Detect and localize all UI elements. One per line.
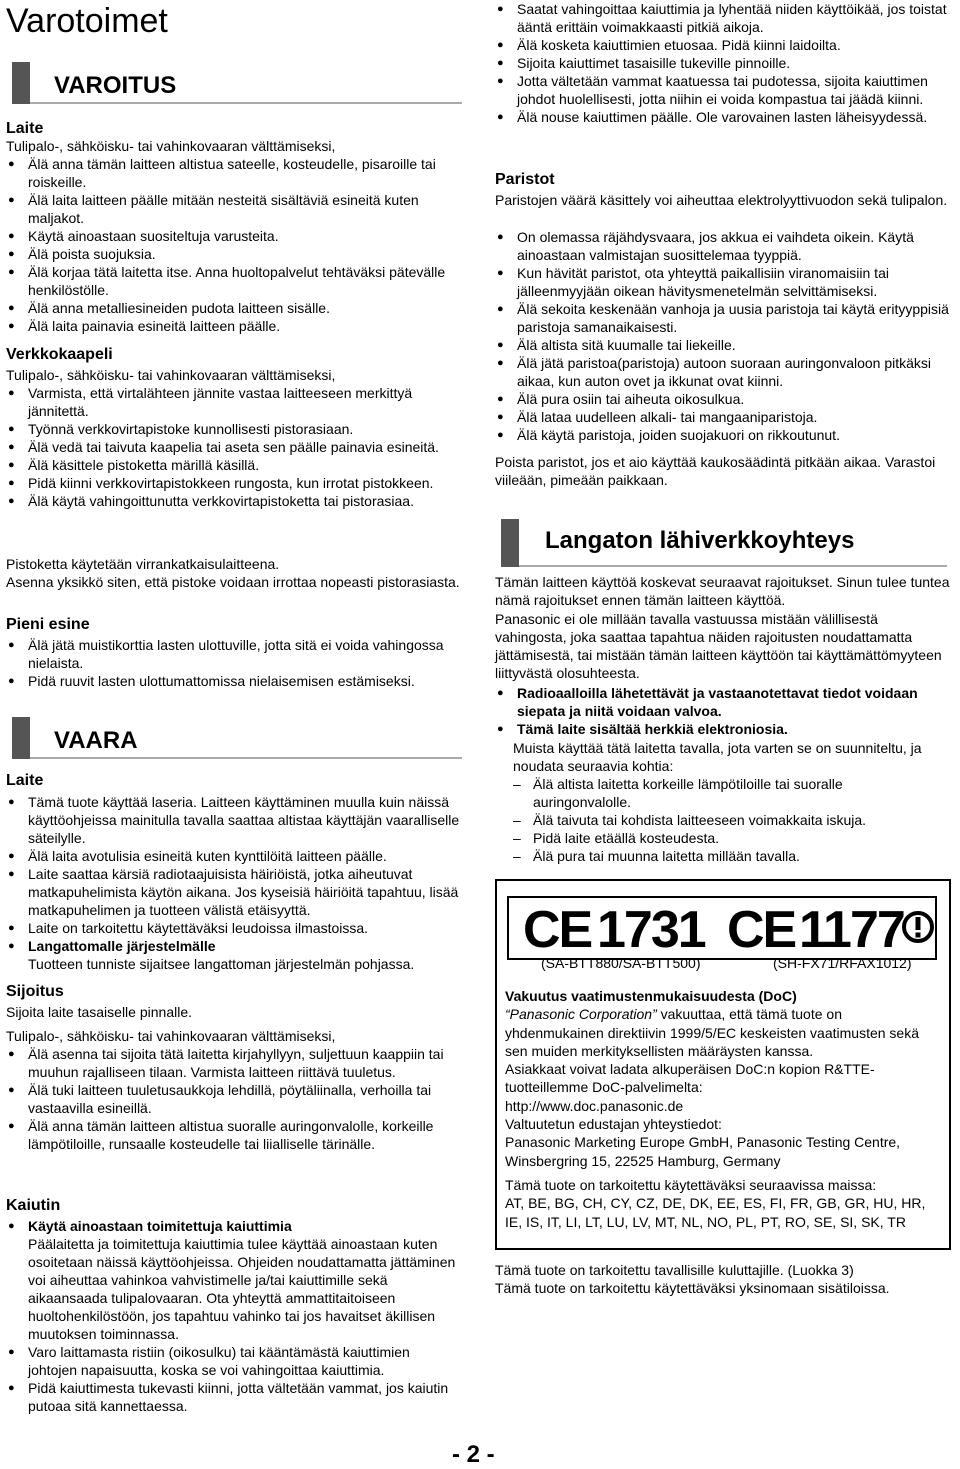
page-number: - 2 -	[452, 1441, 495, 1468]
caution-underline	[30, 757, 462, 759]
mains-note-2: Asenna yksikkö siten, että pistoke voidaan irrottaa nopeasti pistorasiasta.	[6, 574, 460, 590]
battery-intro: Paristojen väärä käsittely voi aiheuttaa elektrolyyttivuodon sekä tulipalon.	[495, 192, 948, 208]
small-object-heading: Pieni esine	[6, 616, 90, 633]
footer-line-1: Tämä tuote on tarkoitettu tavallisille kuluttajille. (Luokka 3)	[495, 1262, 854, 1278]
list-item-wireless	[6, 937, 461, 973]
alert-icon	[901, 910, 935, 944]
wlan-bar	[501, 519, 519, 567]
list-item: ● Tämä tuote käyttää laseria. Laitteen käyttäminen muulla kuin näissä käyttöohjeissa mainitulla tavalla saattaa altistaa käyttäjän vaaralliselle säteilylle.	[6, 793, 461, 847]
ce-caption-2: (SH-FX71/RFAX1012)	[773, 955, 912, 971]
warning-label: VAROITUS	[54, 72, 177, 99]
wlan-list	[495, 684, 950, 738]
doc-text-1: vakuuttaa, että tämä tuote on yhdenmukainen direktiivin 1999/5/EC keskeisten vaatimusten sekä sen muiden merkityksellisten määräysten kanssa.	[505, 1006, 920, 1059]
list-item: ● Kun hävität paristot, ota yhteyttä paikallisiin viranomaisiin tai jälleenmyyjään oikean hävitysmenetelmän selvittämiseksi.	[495, 264, 950, 300]
caution-bar	[12, 717, 30, 759]
wlan-heading: Langaton lähiverkkoyhteys	[545, 527, 855, 554]
caution-label: VAARA	[54, 727, 138, 754]
speaker-item-text: Päälaitetta ja toimitettuja kaiuttimia tulee käyttää ainoastaan kuten osoitetaan näissä käyttöohjeissa. Ohjeiden noudattamatta jättäminen voi aiheuttaa vahinkoa vahvistimelle ja/tai kaiuttimille sekä aikaansaada tulipalovaaran. Ota yhteyttä ammattitaitoiseen huoltohenkilöstöön, jos tapahtuu vahinko tai jos havaitset äkillisen muutoksen toiminnassa.	[28, 1236, 456, 1342]
device-list	[6, 155, 461, 335]
ce-caption-1: (SA-BTT880/SA-BTT500)	[541, 955, 701, 971]
list-item: ● Varo laittamasta ristiin (oikosulku) tai kääntämästä kaiuttimien johtojen napaisuutta, koska se voi vahingoittaa kaiuttimia.	[6, 1343, 461, 1379]
placement-line: Sijoita laite tasaiselle pinnalle.	[6, 1004, 192, 1020]
page-title: Varotoimet	[6, 2, 168, 40]
doc-company: “Panasonic Corporation”	[505, 1006, 657, 1023]
list-item: ● Radioaalloilla lähetettävät ja vastaanotettavat tiedot voidaan siepata ja niitä voidaan valvoa.	[495, 684, 950, 720]
list-item: ● Älä poista suojuksia.	[6, 245, 461, 263]
list-item: ● Älä altista sitä kuumalle tai liekeille.	[495, 336, 950, 354]
mains-note-1: Pistoketta käytetään virrankatkaisulaitteena.	[6, 556, 280, 572]
list-item: ● Pidä ruuvit lasten ulottumattomissa nielaisemisen estämiseksi.	[6, 672, 461, 690]
speaker-item-title: Käytä ainoastaan toimitettuja kaiuttimia	[28, 1218, 292, 1234]
list-item: ● Pidä kaiuttimesta tukevasti kiinni, jotta vältetään vammat, jos kaiutin putoaa sitä kannettaessa.	[6, 1379, 461, 1415]
placement-intro: Tulipalo-, sähköisku- tai vahinkovaaran välttämiseksi,	[6, 1028, 336, 1044]
wlan-heading-box	[501, 519, 947, 567]
wlan-para-2: Panasonic ei ole millään tavalla vastuussa mistään välillisestä vahingosta, joka saattaa tapahtua näiden rajoitusten noudattamatta jättämisestä, tai mistään tämän laitteen käyttöön tai käyttämättömyyteen liittyvästä olosuhteesta.	[495, 611, 942, 681]
speaker-heading: Kaiutin	[6, 1197, 61, 1214]
dash-item: – Älä taivuta tai kohdista laitteeseen voimakkaita iskuja.	[513, 811, 943, 829]
list-item: ● Laite saattaa kärsiä radiotaajuisista häiriöistä, jotka aiheutuvat matkapuhelimista käytön aikana. Jos kyseisiä häiriöitä tapahtuu, lisää matkapuhelimen ja tuotteen välistä etäisyyttä.	[6, 865, 461, 919]
caution-device-list	[6, 793, 461, 973]
ce-number-2: 1177	[799, 901, 904, 959]
mains-list	[6, 384, 461, 510]
list-item: ● Älä jätä muistikorttia lasten ulottuville, jotta sitä ei voida vahingossa nielaista.	[6, 636, 461, 672]
list-item: ● Älä anna tämän laitteen altistua suoralle auringonvalolle, korkeille lämpötiloille, runsaalle kosteudelle tai liialliselle tärinälle.	[6, 1117, 461, 1153]
list-item: ● On olemassa räjähdysvaara, jos akkua ei vaihdeta oikein. Käytä ainoastaan valmistajan suosittelemaa tyyppiä.	[495, 228, 950, 264]
list-item: ● Sijoita kaiuttimet tasaisille tukeville pinnoille.	[495, 54, 950, 72]
doc-text	[505, 1005, 941, 1060]
list-item: ● Älä lataa uudelleen alkali- tai mangaaniparistoja.	[495, 408, 950, 426]
list-item: ● Älä vedä tai taivuta kaapelia tai aseta sen päälle painavia esineitä.	[6, 438, 461, 456]
list-item: ● Älä anna metalliesineiden pudota laitteen sisälle.	[6, 299, 461, 317]
doc-block	[505, 987, 941, 1231]
list-item: ● Varmista, että virtalähteen jännite vastaa laitteeseen merkittyä jännitettä.	[6, 384, 461, 420]
wlan-dash-list	[513, 775, 943, 865]
list-item: ● Älä asenna tai sijoita tätä laitetta kirjahyllyyn, suljettuun kaappiin tai muuhun rajalliseen tilaan. Varmista laitteen riittävä tuuletus.	[6, 1045, 461, 1081]
footer-line-2: Tämä tuote on tarkoitettu käytettäväksi yksinomaan sisätiloissa.	[495, 1280, 890, 1296]
list-item: ● Älä anna tämän laitteen altistua sateelle, kosteudelle, pisaroille tai roiskeille.	[6, 155, 461, 191]
list-item: ● Älä käytä vahingoittunutta verkkovirtapistoketta tai pistorasiaa.	[6, 492, 461, 510]
ce-mark-1: CE	[523, 901, 592, 959]
list-item: ● Tämä laite sisältää herkkiä elektroniosia.	[495, 720, 950, 738]
battery-note: Poista paristot, jos et aio käyttää kaukosäädintä pitkään aikaa. Varastoi viileään, pimeään paikkaan.	[495, 454, 936, 488]
list-item: ● Älä pura osiin tai aiheuta oikosulkua.	[495, 390, 950, 408]
dash-item: – Älä altista laitetta korkeille lämpötiloille tai suoralle auringonvalolle.	[513, 775, 943, 811]
warning-underline	[30, 102, 462, 104]
dash-item: – Älä pura tai muunna laitetta millään tavalla.	[513, 847, 943, 865]
warning-bar	[12, 62, 30, 104]
battery-heading: Paristot	[495, 171, 555, 188]
ce-mark-2: CE	[727, 901, 796, 959]
battery-list	[495, 228, 950, 444]
countries-list: AT, BE, BG, CH, CY, CZ, DE, DK, EE, ES, FI, FR, GB, GR, HU, HR, IE, IS, IT, LI, LT, LU, LV, MT, NL, NO, PL, PT, RO, SE, SI, SK, TR	[505, 1195, 926, 1230]
list-item: ● Älä korjaa tätä laitetta itse. Anna huoltopalvelut tehtäväksi pätevälle henkilöstölle.	[6, 263, 461, 299]
list-item: ● Käytä ainoastaan suositeltuja varusteita.	[6, 227, 461, 245]
countries-intro: Tämä tuote on tarkoitettu käytettäväksi seuraavissa maissa:	[505, 1176, 877, 1193]
wireless-title: Langattomalle järjestelmälle	[28, 938, 216, 954]
list-item: ● Laite on tarkoitettu käytettäväksi leudoissa ilmastoissa.	[6, 919, 461, 937]
list-item: ● Älä nouse kaiuttimen päälle. Ole varovainen lasten läheisyydessä.	[495, 108, 950, 126]
ce-marks-frame	[507, 896, 937, 960]
device-intro: Tulipalo-, sähköisku- tai vahinkovaaran välttämiseksi,	[6, 138, 336, 154]
mains-intro: Tulipalo-, sähköisku- tai vahinkovaaran välttämiseksi,	[6, 367, 336, 383]
list-item: ● Älä käytä paristoja, joiden suojakuori on rikkoutunut.	[495, 426, 950, 444]
dash-item: – Pidä laite etäällä kosteudesta.	[513, 829, 943, 847]
list-item: ● Työnnä verkkovirtapistoke kunnollisesti pistorasiaan.	[6, 420, 461, 438]
small-object-list	[6, 636, 461, 690]
list-item: ● Älä sekoita keskenään vanhoja ja uusia paristoja tai käytä erityyppisiä paristoja samanaikaisesti.	[495, 300, 950, 336]
ce-compliance-box	[495, 879, 951, 1250]
wireless-text: Tuotteen tunniste sijaitsee langattoman järjestelmän pohjassa.	[28, 956, 415, 972]
list-item: ● Älä käsittele pistoketta märillä käsillä.	[6, 456, 461, 474]
doc-url[interactable]: http://www.doc.panasonic.de	[505, 1097, 684, 1114]
doc-text-2: Asiakkaat voivat ladata alkuperäisen DoC:n kopion R&TTE-tuotteillemme DoC-palvelimelta:	[505, 1061, 875, 1096]
speaker-list	[6, 1217, 461, 1415]
doc-title: Vakuutus vaatimustenmukaisuudesta (DoC)	[505, 988, 797, 1004]
list-item: ● Pidä kiinni verkkovirtapistokkeen rungosta, kun irrotat pistokkeen.	[6, 474, 461, 492]
placement-heading: Sijoitus	[6, 983, 64, 1000]
placement-list	[6, 1045, 461, 1153]
rep-text: Panasonic Marketing Europe GmbH, Panasonic Testing Centre, Winsbergring 15, 22525 Hamburg, Germany	[505, 1134, 901, 1169]
warning-box	[6, 62, 462, 104]
rep-title: Valtuutetun edustajan yhteystiedot:	[505, 1116, 722, 1133]
wlan-para-1: Tämän laitteen käyttöä koskevat seuraavat rajoitukset. Sinun tulee tuntea nämä rajoitukset ennen tämän laitteen käyttöä.	[495, 574, 950, 608]
ce-number-1: 1731	[597, 901, 705, 959]
list-item: ● Älä laita painavia esineitä laitteen päälle.	[6, 317, 461, 335]
caution-box	[6, 717, 462, 759]
wlan-bold2-text: Muista käyttää tätä laitetta tavalla, jota varten se on suunniteltu, ja noudata seuraavia kohtia:	[513, 740, 922, 774]
list-item: ● Älä kosketa kaiuttimien etuosaa. Pidä kiinni laidoilta.	[495, 36, 950, 54]
list-item: ● Älä jätä paristoa(paristoja) autoon suoraan auringonvaloon pitkäksi aikaa, kun auton ovet ja ikkunat ovat kiinni.	[495, 354, 950, 390]
wlan-underline	[519, 565, 947, 567]
list-item: ● Älä tuki laitteen tuuletusaukkoja lehdillä, pöytäliinalla, verhoilla tai vastaavilla esineillä.	[6, 1081, 461, 1117]
list-item: ● Älä laita laitteen päälle mitään nesteitä sisältäviä esineitä kuten maljakot.	[6, 191, 461, 227]
list-item: ● Älä laita avotulisia esineitä kuten kynttilöitä laitteen päälle.	[6, 847, 461, 865]
mains-heading: Verkkokaapeli	[6, 346, 113, 363]
device-heading: Laite	[6, 120, 44, 137]
list-item-speaker-main	[6, 1217, 461, 1343]
list-item: ● Saatat vahingoittaa kaiuttimia ja lyhentää niiden käyttöikää, jos toistat ääntä erittäin voimakkaasti pitkiä aikoja.	[495, 0, 950, 36]
speaker-list-continued	[495, 0, 950, 126]
caution-device-heading: Laite	[6, 772, 44, 789]
list-item: ● Jotta vältetään vammat kaatuessa tai pudotessa, sijoita kaiuttimen johdot huolellisesti, jotta niihin ei voida kompastua tai jäädä kiinni.	[495, 72, 950, 108]
